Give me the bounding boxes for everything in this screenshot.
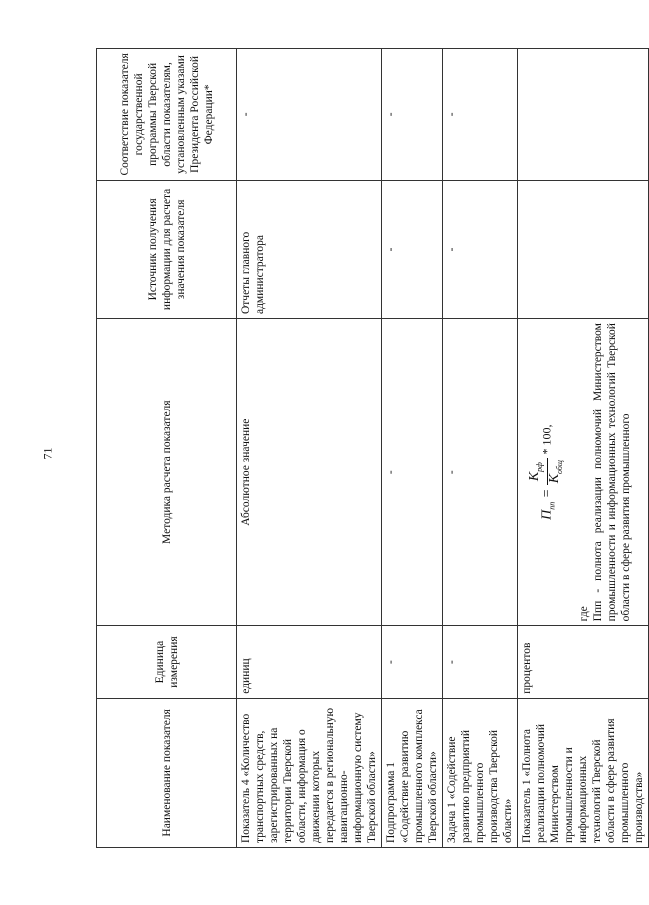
table-row bbox=[443, 49, 518, 848]
header-match: Соответствие показателя государственной программы Тверской области показателям, установленным указами Президента Российской Федерации* bbox=[97, 49, 237, 181]
row-name: Задача 1 «Содействие развитию предприятий промышленного производства Тверской области» bbox=[443, 698, 518, 847]
method-where: где bbox=[577, 606, 590, 622]
row-method: - bbox=[382, 319, 443, 626]
row-unit: процентов bbox=[518, 626, 649, 698]
row-method bbox=[518, 319, 649, 626]
row-method: Абсолютное значение bbox=[237, 319, 382, 626]
header-name: Наименование показателя bbox=[97, 698, 237, 847]
row-source: - bbox=[443, 180, 518, 318]
formula: $П_{пп}$ = $К_{рф}$ $К_{общ}$ * 100, bbox=[528, 323, 567, 621]
table-row bbox=[382, 49, 443, 848]
row-name: Подпрограмма 1 «Содействие развитию промышленного комплекса Тверской области» bbox=[382, 698, 443, 847]
row-source bbox=[518, 180, 649, 318]
table-row bbox=[237, 49, 382, 848]
row-name: Показатель 4 «Количество транспортных средств, зарегистрированных на территории Тверской области, информация о движении которых передается в региональную навигационно-информационную систему Тверской области» bbox=[237, 698, 382, 847]
row-match: - bbox=[443, 49, 518, 181]
row-unit: - bbox=[443, 626, 518, 698]
indicators-table bbox=[96, 48, 649, 848]
header-method: Методика расчета показателя bbox=[97, 319, 237, 626]
row-unit: единиц bbox=[237, 626, 382, 698]
row-match: - bbox=[382, 49, 443, 181]
table-row bbox=[518, 49, 649, 848]
header-unit: Единица измерения bbox=[97, 626, 237, 698]
header-row bbox=[97, 49, 237, 848]
formula-fraction: $К_{рф}$ $К_{общ}$ bbox=[527, 460, 564, 484]
method-text: Ппп - полнота реализации полномочий Министерством промышленности и информационных технологий Тверской области в сфере развития промышленного bbox=[591, 323, 632, 622]
row-match: - bbox=[237, 49, 382, 181]
row-source: Отчеты главного администратора bbox=[237, 180, 382, 318]
row-name: Показатель 1 «Полнота реализации полномочий Министерством промышленности и информационных технологий Тверской области в сфере развития промышленного производства» bbox=[518, 698, 649, 847]
page-number: 71 bbox=[40, 447, 55, 460]
row-source: - bbox=[382, 180, 443, 318]
header-source: Источник получения информации для расчета значения показателя bbox=[97, 180, 237, 318]
row-method: - bbox=[443, 319, 518, 626]
rotated-table-wrapper bbox=[96, 48, 645, 848]
row-unit: - bbox=[382, 626, 443, 698]
row-match bbox=[518, 49, 649, 181]
